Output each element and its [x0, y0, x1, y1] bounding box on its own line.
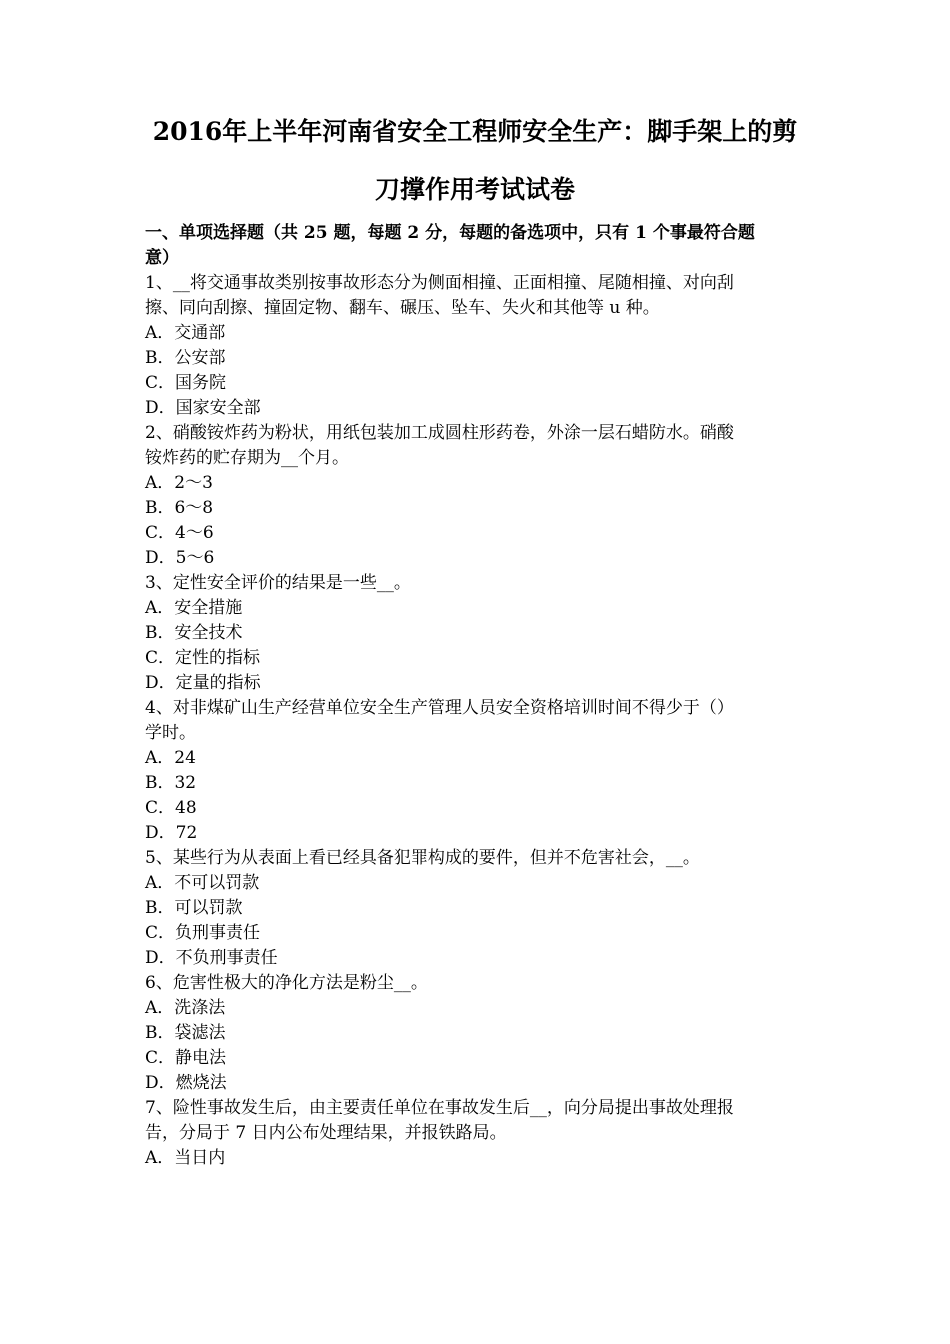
answer-option: C．国务院	[145, 373, 227, 393]
answer-option: D．不负刑事责任	[145, 948, 278, 968]
question-list	[145, 271, 810, 1171]
question-item	[145, 271, 810, 421]
question-text-line: 3、定性安全评价的结果是一些__。	[145, 573, 411, 593]
question-item	[145, 571, 810, 696]
section-heading	[145, 221, 810, 271]
answer-option: A．交通部	[145, 323, 226, 343]
answer-option: D．72	[145, 823, 198, 843]
answer-option: A．洗涤法	[145, 998, 226, 1018]
answer-option: A．安全措施	[145, 598, 243, 618]
answer-option: D．燃烧法	[145, 1073, 227, 1093]
question-text-line: 6、危害性极大的净化方法是粉尘__。	[145, 973, 428, 993]
question-text-line: 擦、同向刮擦、撞固定物、翻车、碾压、坠车、失火和其他等 u 种。	[145, 298, 660, 318]
answer-option: A．当日内	[145, 1148, 226, 1168]
section-heading-line-2: 意）	[145, 248, 179, 268]
section-heading-line-1: 一、单项选择题（共 25 题，每题 2 分，每题的备选项中，只有 1 个事最符合题	[145, 223, 755, 243]
answer-option: B．安全技术	[145, 623, 243, 643]
answer-option: C．负刑事责任	[145, 923, 261, 943]
answer-option: B．6～8	[145, 498, 214, 518]
answer-option: A．不可以罚款	[145, 873, 260, 893]
question-text-line: 学时。	[145, 723, 196, 743]
question-text-line: 5、某些行为从表面上看已经具备犯罪构成的要件，但并不危害社会，__。	[145, 848, 700, 868]
question-item	[145, 696, 810, 846]
answer-option: B．32	[145, 773, 197, 793]
question-text-line: 铵炸药的贮存期为__个月。	[145, 448, 349, 468]
question-item	[145, 1096, 810, 1171]
answer-option: A．2～3	[145, 473, 213, 493]
answer-option: C．48	[145, 798, 197, 818]
question-text-line: 7、险性事故发生后，由主要责任单位在事故发生后__，向分局提出事故处理报	[145, 1098, 734, 1118]
question-text-line: 2、硝酸铵炸药为粉状，用纸包装加工成圆柱形药卷，外涂一层石蜡防水。硝酸	[145, 423, 734, 443]
question-item	[145, 971, 810, 1096]
answer-option: C．静电法	[145, 1048, 227, 1068]
answer-option: C．定性的指标	[145, 648, 261, 668]
answer-option: A．24	[145, 748, 196, 768]
answer-option: D．国家安全部	[145, 398, 261, 418]
answer-option: D．5～6	[145, 548, 215, 568]
document-title-line-2: 刀撑作用考试试卷	[374, 175, 575, 204]
exam-content	[145, 221, 810, 1171]
document-title-line-1: 2016年上半年河南省安全工程师安全生产：脚手架上的剪	[152, 117, 798, 146]
answer-option: B．公安部	[145, 348, 226, 368]
question-item	[145, 421, 810, 571]
answer-option: D．定量的指标	[145, 673, 261, 693]
question-text-line: 告，分局于 7 日内公布处理结果，并报铁路局。	[145, 1123, 507, 1143]
question-text-line: 1、__将交通事故类别按事故形态分为侧面相撞、正面相撞、尾随相撞、对向刮	[145, 273, 734, 293]
question-item	[145, 846, 810, 971]
answer-option: B．袋滤法	[145, 1023, 226, 1043]
answer-option: B．可以罚款	[145, 898, 243, 918]
answer-option: C．4～6	[145, 523, 214, 543]
question-text-line: 4、对非煤矿山生产经营单位安全生产管理人员安全资格培训时间不得少于（）	[145, 698, 734, 718]
